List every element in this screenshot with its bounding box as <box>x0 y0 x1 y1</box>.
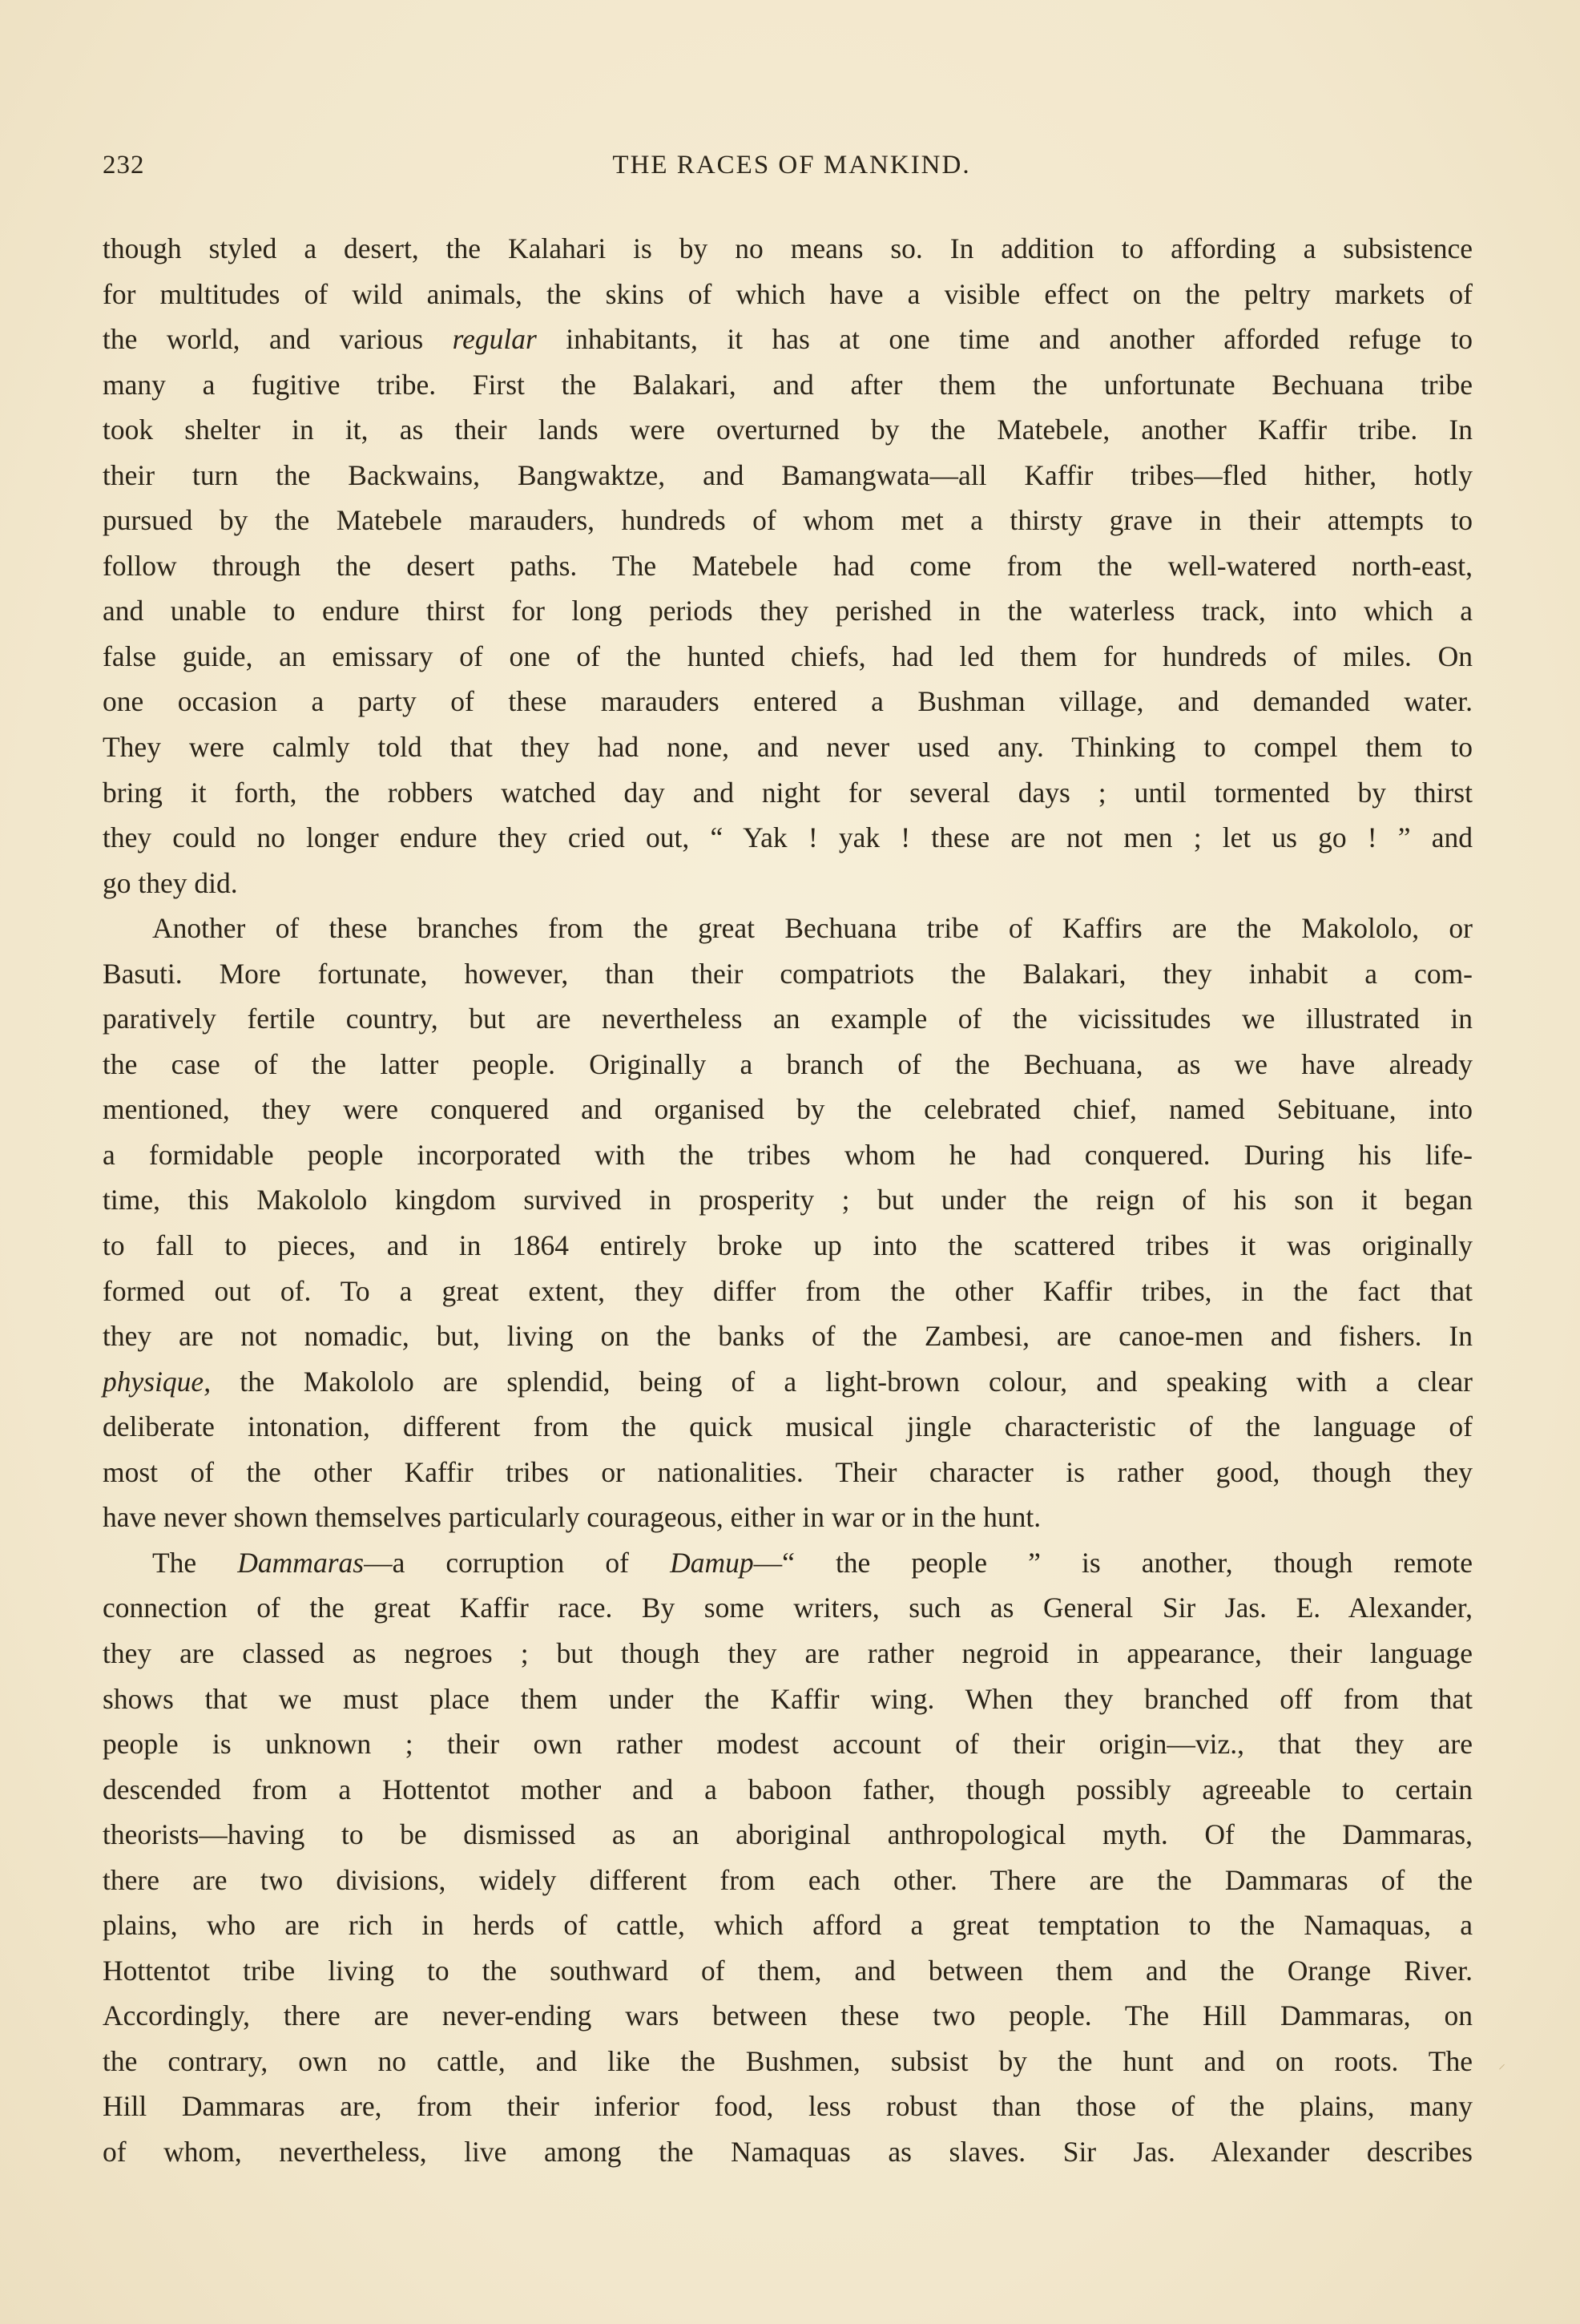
text-line: they are classed as negroes ; but though they are rather negroid in appearance, their language <box>103 1636 1473 1669</box>
text-line: people is unknown ; their own rather modest account of their origin—viz., that they are <box>103 1728 1473 1761</box>
italic-text: regular <box>452 323 537 356</box>
text-segment: —“ the people ” is another, though remote <box>753 1546 1473 1579</box>
text-segment: —a corruption of <box>364 1546 671 1579</box>
text-line: the case of the latter people. Originally a branch of the Bechuana, as we have already <box>103 1047 1473 1080</box>
text-line: descended from a Hottentot mother and a baboon father, though possibly agreeable to certain <box>103 1773 1473 1806</box>
text-segment: the Makololo are splendid, being of a light-brown colour, and speaking with a clear <box>211 1365 1473 1398</box>
text-segment: the world, and various <box>103 323 453 356</box>
text-line: they could no longer endure they cried out, “ Yak ! yak ! these are not men ; let us go ! ” and <box>103 821 1473 854</box>
text-line: their turn the Backwains, Bangwaktze, and Bamangwata—all Kaffir tribes—fled hither, hotly <box>103 458 1473 491</box>
text-line: of whom, nevertheless, live among the Namaquas as slaves. Sir Jas. Alexander describes <box>103 2135 1473 2168</box>
text-line: time, this Makololo kingdom survived in prosperity ; but under the reign of his son it began <box>103 1184 1473 1216</box>
text-line: though styled a desert, the Kalahari is by no means so. In addition to affording a subsistence <box>103 232 1473 264</box>
text-line: They were calmly told that they had none, and never used any. Thinking to compel them to <box>103 731 1473 764</box>
text-line: Another of these branches from the great Bechuana tribe of Kaffirs are the Makololo, or <box>152 912 1473 945</box>
paper-fleck-mark: ⸝ <box>1498 2056 1505 2072</box>
text-line: formed out of. To a great extent, they differ from the other Kaffir tribes, in the fact that <box>103 1274 1473 1307</box>
text-line: one occasion a party of these marauders entered a Bushman village, and demanded water. <box>103 685 1473 718</box>
text-line: Hill Dammaras are, from their inferior food, less robust than those of the plains, many <box>103 2090 1473 2123</box>
text-line <box>103 317 1473 362</box>
text-line: and unable to endure thirst for long periods they perished in the waterless track, into which a <box>103 595 1473 627</box>
text-line: to fall to pieces, and in 1864 entirely broke up into the scattered tribes it was originally <box>103 1229 1473 1262</box>
text-line: shows that we must place them under the Kaffir wing. When they branched off from that <box>103 1682 1473 1715</box>
text-line: took shelter in it, as their lands were overturned by the Matebele, another Kaffir tribe. In <box>103 414 1473 446</box>
text-line: paratively fertile country, but are nevertheless an example of the vicissitudes we illustrated in <box>103 1003 1473 1035</box>
text-line: connection of the great Kaffir race. By some writers, such as General Sir Jas. E. Alexander, <box>103 1592 1473 1624</box>
text-segment: The <box>152 1546 238 1579</box>
text-line: Accordingly, there are never-ending wars between these two people. The Hill Dammaras, on <box>103 1999 1473 2032</box>
text-line: have never shown themselves particularly courageous, either in war or in the hunt. <box>103 1501 1042 1534</box>
text-line: for multitudes of wild animals, the skins of which have a visible effect on the peltry markets of <box>103 277 1473 310</box>
text-line: theorists—having to be dismissed as an aboriginal anthropological myth. Of the Dammaras, <box>103 1818 1473 1851</box>
text-line: many a fugitive tribe. First the Balakari, and after them the unfortunate Bechuana tribe <box>103 368 1473 401</box>
running-title: THE RACES OF MANKIND. <box>612 151 971 180</box>
running-head <box>103 151 1481 191</box>
text-line: follow through the desert paths. The Matebele had come from the well-watered north-east, <box>103 549 1473 582</box>
italic-text: Dammaras <box>237 1546 365 1579</box>
text-line: pursued by the Matebele marauders, hundreds of whom met a thirsty grave in their attempts to <box>103 504 1473 537</box>
text-line: Basuti. More fortunate, however, than their compatriots the Balakari, they inhabit a com- <box>103 957 1473 990</box>
italic-text: Damup <box>670 1546 754 1579</box>
text-line: Hottentot tribe living to the southward of them, and between them and the Orange River. <box>103 1954 1473 1987</box>
text-line: plains, who are rich in herds of cattle, which afford a great temptation to the Namaquas, a <box>103 1909 1473 1942</box>
text-line: mentioned, they were conquered and organised by the celebrated chief, named Sebituane, into <box>103 1093 1473 1126</box>
text-line <box>103 1540 1473 1586</box>
text-line <box>103 1359 1473 1405</box>
text-line: false guide, an emissary of one of the hunted chiefs, had led them for hundreds of miles. On <box>103 640 1473 672</box>
text-line: the contrary, own no cattle, and like the Bushmen, subsist by the hunt and on roots. The <box>103 2044 1473 2077</box>
text-line: they are not nomadic, but, living on the banks of the Zambesi, are canoe-men and fishers. In <box>103 1320 1473 1353</box>
text-line: a formidable people incorporated with the tribes whom he had conquered. During his life- <box>103 1138 1473 1171</box>
italic-text: physique, <box>103 1365 212 1398</box>
text-segment: inhabitants, it has at one time and another afforded refuge to <box>536 323 1473 356</box>
text-line: go they did. <box>103 866 238 899</box>
text-line: deliberate intonation, different from the quick musical jingle characteristic of the language of <box>103 1410 1473 1443</box>
text-line: there are two divisions, widely different from each other. There are the Dammaras of the <box>103 1863 1473 1896</box>
text-line: most of the other Kaffir tribes or nationalities. Their character is rather good, though they <box>103 1455 1473 1488</box>
body-text <box>103 226 1473 2175</box>
text-line: bring it forth, the robbers watched day and night for several days ; until tormented by thirst <box>103 776 1473 809</box>
page-number: 232 <box>103 151 145 180</box>
